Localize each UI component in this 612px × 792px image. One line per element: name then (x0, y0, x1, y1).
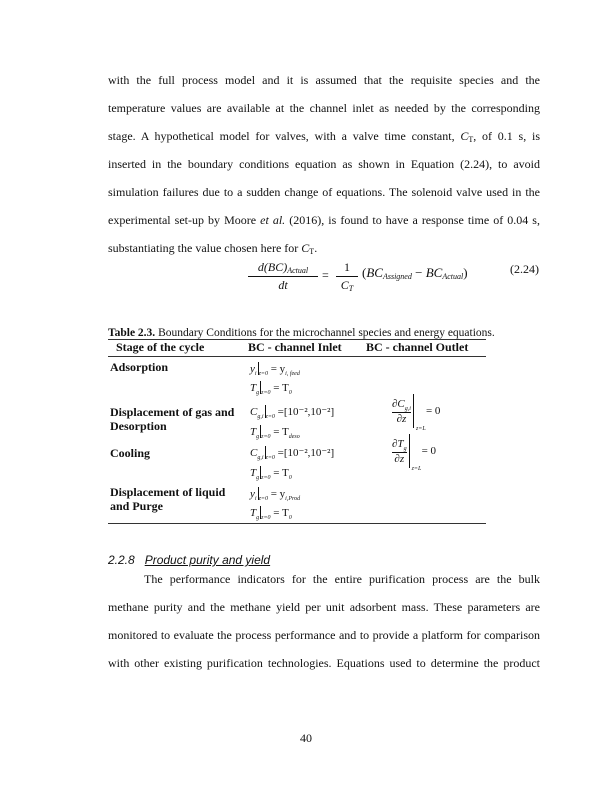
inlet-bc: $T_g$ $_{z=0} = T_0$ (250, 382, 292, 396)
body-text-line: The performance indicators for the entire purification process are the bulk (144, 572, 540, 586)
equation-lhs-fraction: $d(BC)_{Actual}$ dt (248, 260, 318, 293)
equation-rhs-terms: $(BC_{Assigned} - BC_{Actual})$ (362, 265, 468, 281)
inlet-bc: $T_g$ $_{z=0} = T_0$ (250, 507, 292, 521)
body-text-line: substantiating the value chosen here for $C_T$. (108, 241, 318, 256)
table-bottom-rule (108, 523, 486, 524)
inlet-bc: $y_i$ $_{z=0} = y_{i,Prod}$ (250, 488, 301, 502)
page-number: 40 (300, 731, 312, 745)
column-header-stage: Stage of the cycle (116, 340, 205, 354)
section-heading: 2.2.8 Product purity and yield (108, 553, 271, 567)
outlet-bc-concentration: $\frac{\partial C_{g,i}}{\partial z}$ z=L = 0 (392, 394, 440, 428)
body-text-line: stage. A hypothetical model for valves, with a valve time constant, $C_T$, of 0.1 s, is (108, 129, 541, 144)
inlet-bc: $T_g$ $_{z=0} = T_{deso}$ (250, 426, 300, 440)
inlet-bc: $y_i$ $_{z=0} = y_{i, feed}$ (250, 363, 300, 377)
table-row-stage: Cooling (110, 446, 151, 460)
inlet-bc: $T_g$ $_{z=0} = T_0$ (250, 467, 292, 481)
body-text-line: with other existing purification technologies. Equations used to determine the product (108, 656, 540, 670)
inlet-bc: $C_{g,i}$ $_{z=0}$ =[10⁻²,10⁻²] (250, 406, 335, 420)
body-text-line: experimental set-up by Moore et al. (2016), is found to have a response time of 0.04 s, (108, 213, 540, 227)
body-text-line: simulation failures due to a sudden change of equations. The solenoid valve used in the (108, 185, 540, 199)
table-row-stage: Displacement of liquid and Purge (110, 485, 226, 513)
body-text-line: with the full process model and it is assumed that the requisite species and the (108, 73, 540, 87)
table-row-stage: Adsorption (110, 360, 169, 374)
equation-number: (2.24) (510, 262, 539, 276)
column-header-outlet: BC - channel Outlet (366, 340, 469, 354)
table-header-rule (108, 356, 486, 357)
body-text-line: inserted in the boundary conditions equation as shown in Equation (2.24), to avoid (108, 157, 540, 171)
table-row-stage: Displacement of gas and Desorption (110, 405, 235, 433)
inlet-bc: $C_{g,i}$ $_{z=0}$ =[10⁻²,10⁻²] (250, 447, 335, 461)
column-header-inlet: BC - channel Inlet (248, 340, 342, 354)
equals-sign: = (322, 268, 329, 282)
body-text-line: methane purity and the methane yield per unit adsorbent mass. These parameters are (108, 600, 540, 614)
outlet-bc-temperature: $\frac{\partial T_g}{\partial z}$ z=L = 0 (392, 434, 436, 468)
body-text-line: temperature values are available at the channel inlet as needed by the corresponding (108, 101, 540, 115)
table-caption: Table 2.3. Boundary Conditions for the microchannel species and energy equations. (108, 327, 495, 339)
body-text-line: monitored to evaluate the process performance and to provide a platform for comparison (108, 628, 540, 642)
equation-rhs-fraction: 1 $C_T$ (336, 260, 358, 293)
